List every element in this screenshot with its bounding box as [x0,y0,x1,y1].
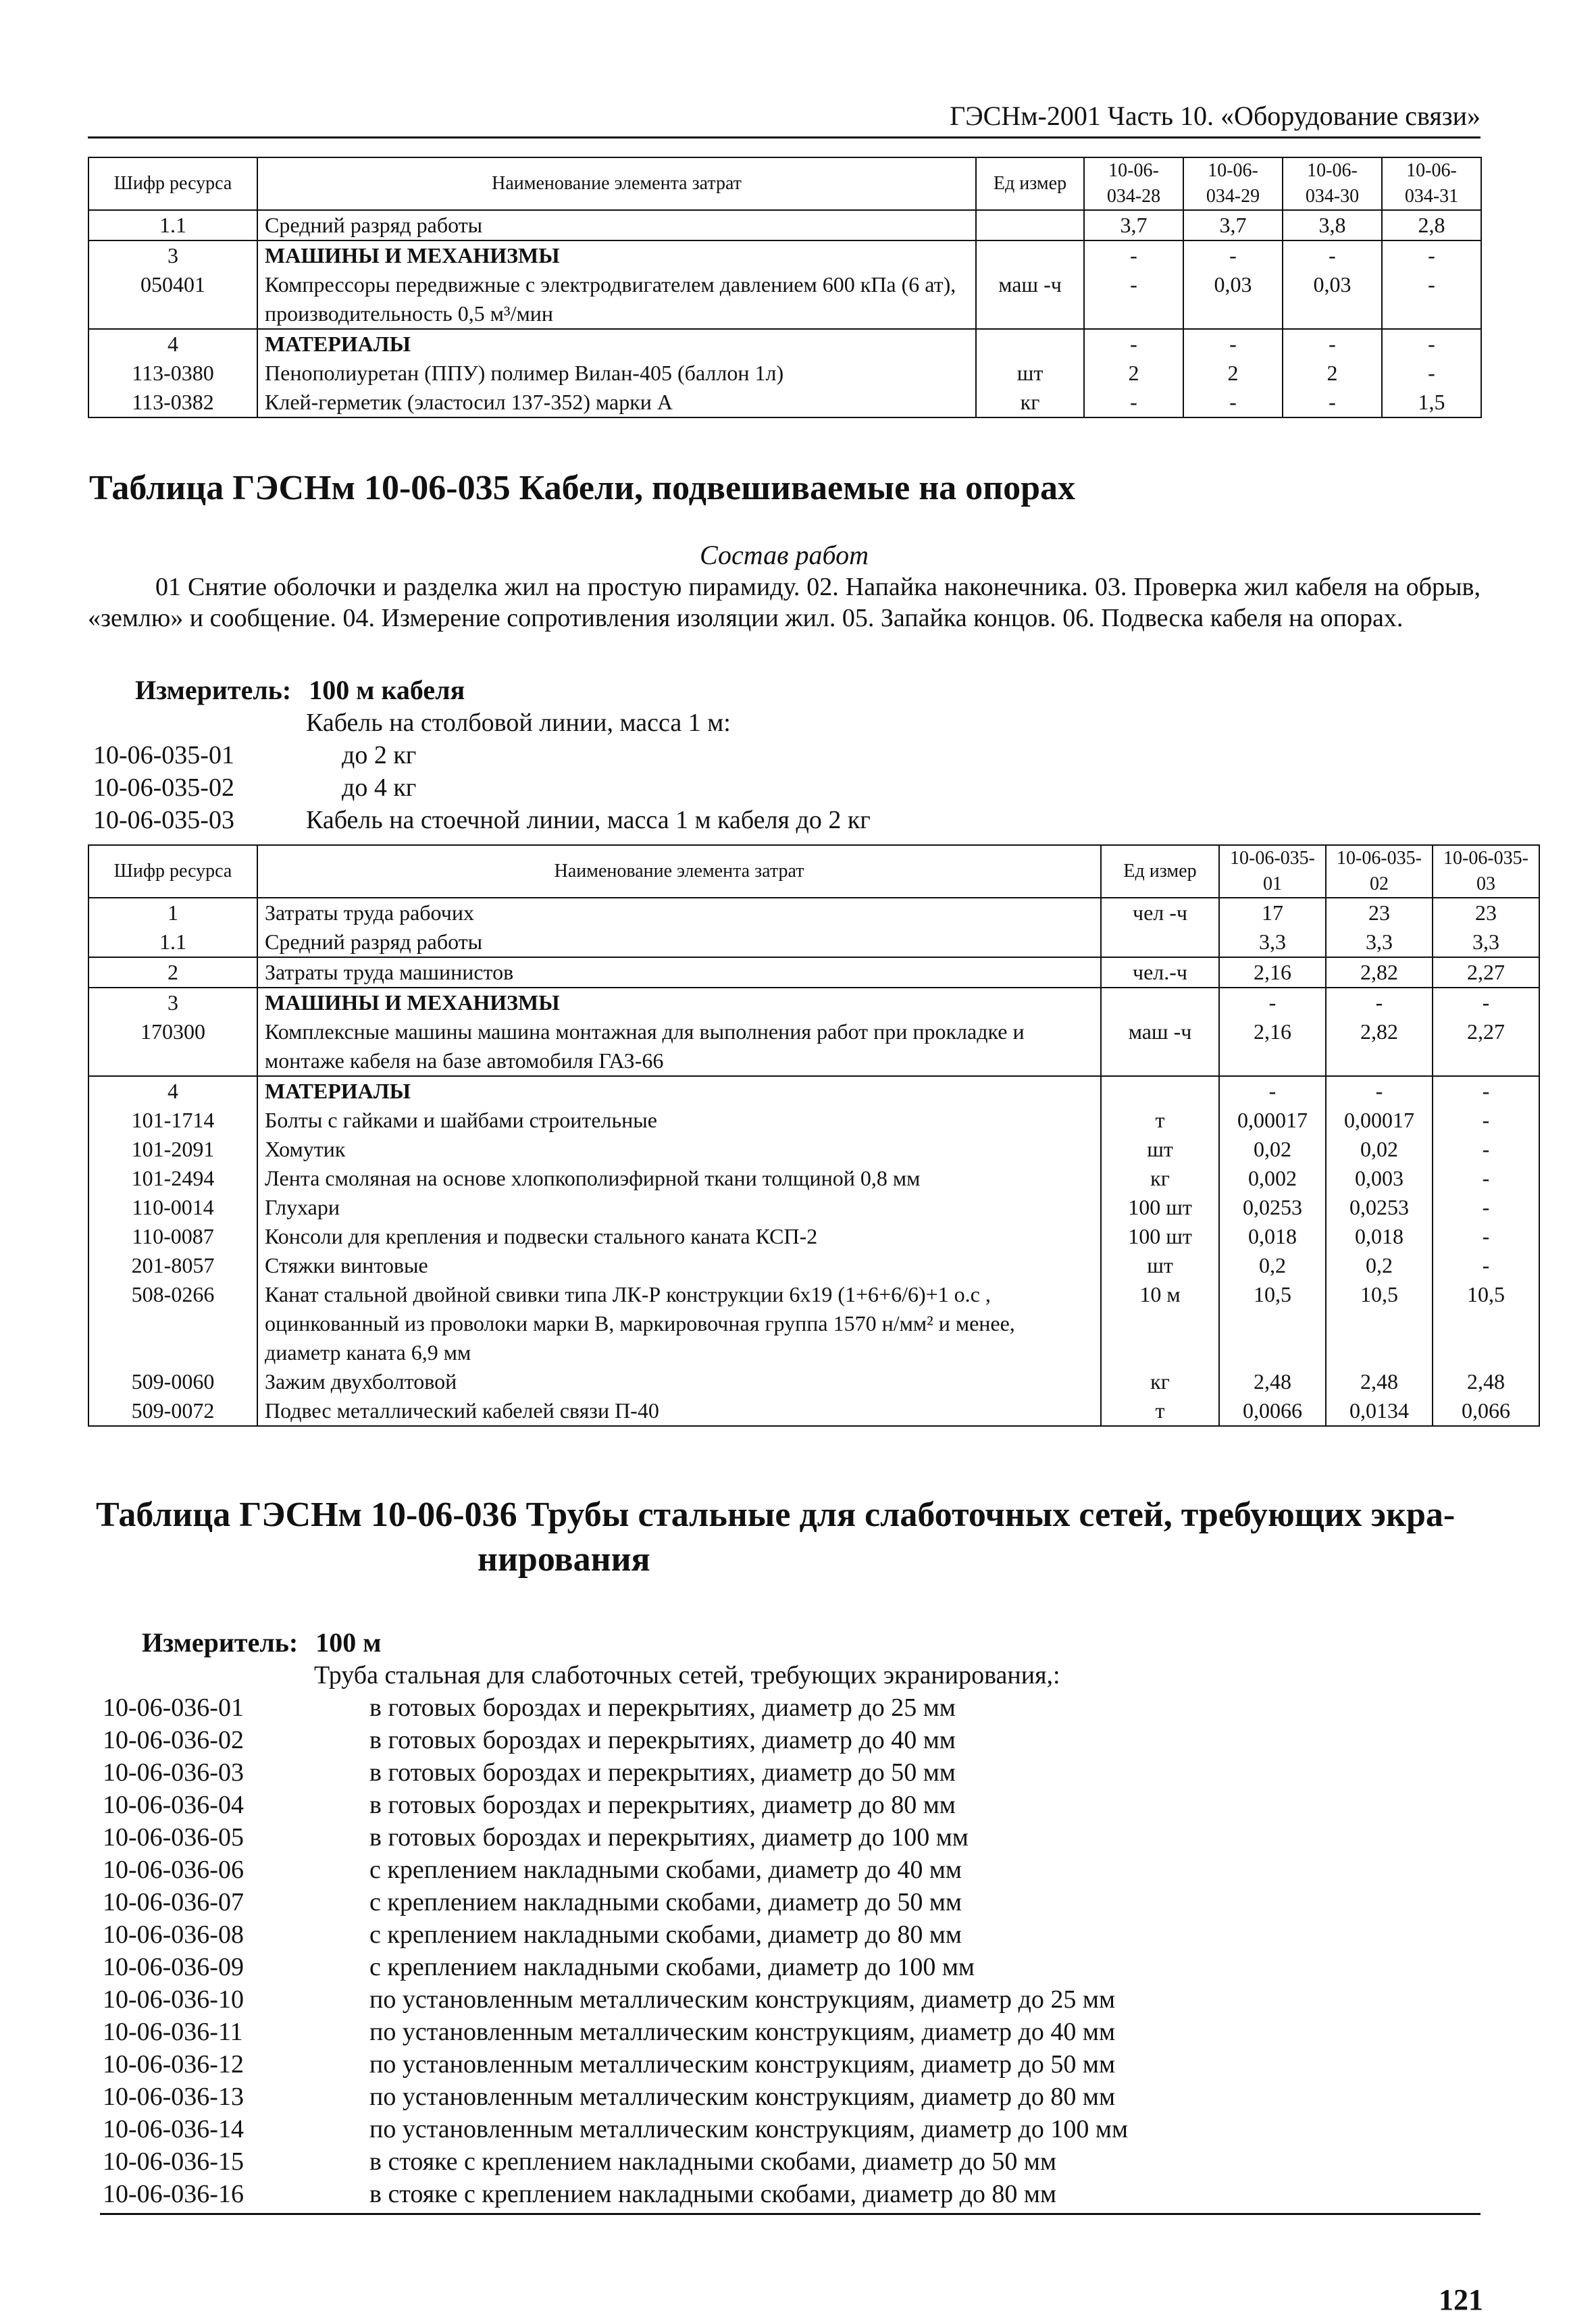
rate-value: 3,3 [1433,927,1539,957]
rate-value: - [1183,329,1283,359]
rate-value: 0,0253 [1326,1193,1433,1222]
table-row [88,1367,1539,1396]
table-row [88,1396,1539,1426]
rate-code: 10-06-036-09 [103,1953,244,1981]
resource-name: Средний разряд работы [257,927,1101,957]
resource-name: Стяжки винтовые [257,1251,1101,1280]
rate-value: 0,066 [1433,1396,1539,1426]
rate-value: - [1326,1076,1433,1106]
composition-title: Состав работ [700,540,869,570]
resource-code: 3 [88,988,257,1017]
rate-code: 10-06-036-06 [103,1856,244,1884]
header-unit: Ед измер [1101,845,1219,898]
resource-code: 101-2494 [88,1164,257,1193]
unit [1101,988,1219,1017]
rate-description: в стояке с креплением накладными скобами, диаметр до 50 мм [369,2147,1057,2176]
rate-value: 2,16 [1219,1017,1326,1076]
rate-value: 0,2 [1326,1251,1433,1280]
unit: чел -ч [1101,898,1219,927]
rate-value: 17 [1219,898,1326,927]
resource-name: Зажим двухболтовой [257,1367,1101,1396]
rate-value: 2,82 [1326,1017,1433,1076]
rate-value: 10,5 [1433,1280,1539,1367]
unit [976,210,1084,240]
rate-value: 0,018 [1219,1222,1326,1251]
rate-code: 10-06-036-04 [103,1791,244,1819]
running-header: ГЭСНм-2001 Часть 10. «Оборудование связи» [88,100,1481,138]
rate-value: - [1326,988,1433,1017]
rate-code: 10-06-036-16 [103,2180,244,2208]
table-row [88,927,1539,957]
rate-value: 2,8 [1382,210,1481,240]
rate-value: - [1433,1193,1539,1222]
header-rate-code: 10-06-035-02 [1326,845,1433,898]
rate-code: 10-06-036-01 [103,1694,244,1722]
resource-code: 1 [88,898,257,927]
rate-description: в готовых бороздах и перекрытиях, диаметр до 50 мм [369,1758,956,1787]
resource-name: Клей-герметик (эластосил 137-352) марки А [257,388,976,417]
rate-value: 2,82 [1326,957,1433,988]
rate-value: 3,3 [1326,927,1433,957]
unit: шт [976,359,1084,388]
rate-value: - [1382,240,1481,270]
rates-intro: Кабель на столбовой линии, масса 1 м: [306,709,731,737]
header-rate-code: 10-06-035-03 [1433,845,1539,898]
rate-value: - [1433,1164,1539,1193]
rate-description: по установленным металлическим конструкциям, диаметр до 80 мм [369,2083,1115,2111]
rate-value: 2,48 [1326,1367,1433,1396]
resource-code: 170300 [88,1017,257,1076]
rate-value: - [1382,270,1481,329]
resource-name: Глухари [257,1193,1101,1222]
unit: кг [1101,1164,1219,1193]
section-row [88,329,1481,359]
rate-value: 23 [1326,898,1433,927]
table-row [88,1135,1539,1164]
rate-value: 0,00017 [1219,1106,1326,1135]
resource-name: МАШИНЫ И МЕХАНИЗМЫ [257,240,976,270]
rate-value: 0,003 [1326,1164,1433,1193]
header-name: Наименование элемента затрат [257,845,1101,898]
unit [976,240,1084,270]
table-row [88,1017,1539,1076]
rate-value: 2,27 [1433,957,1539,988]
table-title-036 [96,1493,1487,1582]
resource-name: Канат стальной двойной свивки типа ЛК-Р конструкции 6х19 (1+6+6/6)+1 о.с , оцинкованный из проволоки марки В, маркировочная группа 1570 н/мм² и менее, диаметр каната 6,9 мм [257,1280,1101,1367]
resource-name: Подвес металлический кабелей связи П-40 [257,1396,1101,1426]
meter-label: Измеритель: [142,1627,299,1658]
bottom-rule [100,2213,1481,2215]
rate-description: с креплением накладными скобами, диаметр до 80 мм [369,1920,962,1949]
rate-code: 10-06-036-08 [103,1920,244,1949]
unit [976,329,1084,359]
resource-code: 4 [88,1076,257,1106]
table-row [88,359,1481,388]
rate-value: - [1433,1222,1539,1251]
table-row [88,1280,1539,1367]
header-rate-code: 10-06-034-31 [1382,157,1481,210]
rate-code: 10-06-036-05 [103,1823,244,1852]
unit: кг [1101,1367,1219,1396]
rate-value: 0,2 [1219,1251,1326,1280]
composition-text: 01 Снятие оболочки и разделка жил на простую пирамиду. 02. Напайка наконечника. 03. Проверка жил кабеля на обрыв, «землю» и сообщение. 04. Измерение сопротивления изоляции жил. 05. Запайка концов. 06. Подвеска кабеля на опорах. [88,573,1481,632]
rate-code: 10-06-036-02 [103,1726,244,1754]
resource-name: Лента смоляная на основе хлопкополиэфирной ткани толщиной 0,8 мм [257,1164,1101,1193]
resource-code: 050401 [88,270,257,329]
unit: шт [1101,1135,1219,1164]
rate-value: 10,5 [1326,1280,1433,1367]
resource-code: 509-0060 [88,1367,257,1396]
rate-description: в готовых бороздах и перекрытиях, диаметр до 25 мм [369,1694,956,1722]
rate-value: 2 [1084,359,1183,388]
unit: т [1101,1396,1219,1426]
resource-code: 101-2091 [88,1135,257,1164]
resource-code: 4 [88,329,257,359]
unit: 100 шт [1101,1193,1219,1222]
rate-code: 10-06-035-03 [93,806,234,834]
rate-description: по установленным металлическим конструкциям, диаметр до 25 мм [369,1985,1115,2014]
header-rate-code: 10-06-034-28 [1084,157,1183,210]
rate-value: - [1433,1076,1539,1106]
rate-code: 10-06-035-01 [93,741,234,769]
unit [1101,927,1219,957]
table-row [88,1193,1539,1222]
rate-value: 0,0066 [1219,1396,1326,1426]
rate-value: 0,002 [1219,1164,1326,1193]
rate-description: по установленным металлическим конструкциям, диаметр до 100 мм [369,2115,1128,2143]
meter-value: 100 м кабеля [309,675,465,705]
table-title-035: Таблица ГЭСНм 10-06-035 Кабели, подвешиваемые на опорах [89,469,1076,507]
resource-name: Консоли для крепления и подвески стального каната КСП-2 [257,1222,1101,1251]
rate-value: 23 [1433,898,1539,927]
unit: 100 шт [1101,1222,1219,1251]
table-row [88,388,1481,417]
rate-value: 0,0134 [1326,1396,1433,1426]
rate-value: 0,03 [1183,270,1283,329]
resource-name: Компрессоры передвижные с электродвигателем давлением 600 кПа (6 ат), производительность 0,5 м³/мин [257,270,976,329]
resource-name: МАТЕРИАЛЫ [257,1076,1101,1106]
rate-code: 10-06-036-11 [103,2018,243,2046]
unit: кг [976,388,1084,417]
rate-value: - [1283,388,1382,417]
rate-description: до 4 кг [342,773,417,802]
rate-value: - [1219,1076,1326,1106]
rate-value: 3,7 [1084,210,1183,240]
header-code: Шифр ресурса [88,845,257,898]
rate-code: 10-06-036-03 [103,1758,244,1787]
rate-value: 0,03 [1283,270,1382,329]
rate-value: - [1084,270,1183,329]
resource-name: МАТЕРИАЛЫ [257,329,976,359]
rate-value: 3,8 [1283,210,1382,240]
rate-value: - [1183,388,1283,417]
table-row [88,1106,1539,1135]
resource-name: Комплексные машины машина монтажная для выполнения работ при прокладке и монтаже кабеля на базе автомобиля ГАЗ-66 [257,1017,1101,1076]
unit: 10 м [1101,1280,1219,1367]
resource-code: 101-1714 [88,1106,257,1135]
rate-value: 0,00017 [1326,1106,1433,1135]
rate-value: 0,02 [1326,1135,1433,1164]
meter-value: 100 м [315,1627,382,1658]
rate-description: в готовых бороздах и перекрытиях, диаметр до 40 мм [369,1726,956,1754]
rate-description: в готовых бороздах и перекрытиях, диаметр до 100 мм [369,1823,969,1852]
section-row [88,240,1481,270]
resource-name: Затраты труда машинистов [257,957,1101,988]
table-title-line: нирования [478,1540,650,1579]
rate-description: с креплением накладными скобами, диаметр до 50 мм [369,1888,962,1916]
rate-description: по установленным металлическим конструкциям, диаметр до 40 мм [369,2018,1115,2046]
rate-code: 10-06-036-13 [103,2083,244,2111]
resource-code: 113-0382 [88,388,257,417]
rate-description: в готовых бороздах и перекрытиях, диаметр до 80 мм [369,1791,956,1819]
resource-code: 1.1 [88,927,257,957]
table-header [88,157,1481,210]
unit: маш -ч [976,270,1084,329]
rate-description: до 2 кг [342,741,417,769]
rate-value: - [1219,988,1326,1017]
rate-value: - [1283,240,1382,270]
section-row [88,988,1539,1017]
rate-value: 3,7 [1183,210,1283,240]
table-row [88,210,1481,240]
rate-code: 10-06-036-10 [103,1985,244,2014]
meter [142,1627,381,1659]
rate-value: 1,5 [1382,388,1481,417]
meter [135,674,465,707]
resource-name: Средний разряд работы [257,210,976,240]
header-unit: Ед измер [976,157,1084,210]
rate-code: 10-06-036-07 [103,1888,244,1916]
resource-code: 509-0072 [88,1396,257,1426]
header-name: Наименование элемента затрат [257,157,976,210]
resource-code: 110-0014 [88,1193,257,1222]
table-row [88,1222,1539,1251]
rate-value: - [1183,240,1283,270]
rate-code: 10-06-036-12 [103,2050,244,2079]
rate-value: - [1382,329,1481,359]
rate-description: Кабель на стоечной линии, масса 1 м кабеля до 2 кг [306,806,871,834]
unit: т [1101,1106,1219,1135]
rate-value: - [1433,1135,1539,1164]
rate-value: 3,3 [1219,927,1326,957]
resource-table-035 [88,844,1540,1427]
resource-name: Болты с гайками и шайбами строительные [257,1106,1101,1135]
rate-code: 10-06-035-02 [93,773,234,802]
resource-code: 201-8057 [88,1251,257,1280]
header-code: Шифр ресурса [88,157,257,210]
resource-code: 2 [88,957,257,988]
table-header [88,845,1539,898]
unit [1101,1076,1219,1106]
resource-code: 1.1 [88,210,257,240]
rate-value: 0,02 [1219,1135,1326,1164]
rate-description: в стояке с креплением накладными скобами, диаметр до 80 мм [369,2180,1057,2208]
rate-value: 2 [1183,359,1283,388]
rate-value: 2,48 [1433,1367,1539,1396]
header-rate-code: 10-06-034-30 [1283,157,1382,210]
table-body [88,210,1481,417]
rate-description: с креплением накладными скобами, диаметр до 40 мм [369,1856,962,1884]
table-body [88,898,1539,1426]
rate-value: - [1084,388,1183,417]
rate-value: 2,27 [1433,1017,1539,1076]
table-row [88,270,1481,329]
rate-value: 10,5 [1219,1280,1326,1367]
resource-name: Хомутик [257,1135,1101,1164]
table-row [88,898,1539,927]
table-row [88,1164,1539,1193]
rate-value: 0,018 [1326,1222,1433,1251]
rate-value: - [1382,359,1481,388]
rates-intro: Труба стальная для слаботочных сетей, требующих экранирования,: [314,1661,1060,1689]
rate-value: 2 [1283,359,1382,388]
resource-name: Пенополиуретан (ППУ) полимер Вилан-405 (баллон 1л) [257,359,976,388]
page-number: 121 [1439,2283,1483,2316]
resource-table-034 [88,157,1482,418]
rate-value: - [1433,988,1539,1017]
table-row [88,1251,1539,1280]
rate-value: 0,0253 [1219,1193,1326,1222]
rate-value: - [1283,329,1382,359]
resource-code: 508-0266 [88,1280,257,1367]
header-rate-code: 10-06-034-29 [1183,157,1283,210]
resource-name: МАШИНЫ И МЕХАНИЗМЫ [257,988,1101,1017]
resource-name: Затраты труда рабочих [257,898,1101,927]
unit: шт [1101,1251,1219,1280]
rate-value: - [1433,1251,1539,1280]
rate-value: 2,16 [1219,957,1326,988]
rate-value: - [1084,240,1183,270]
table-row [88,957,1539,988]
resource-code: 3 [88,240,257,270]
unit: маш -ч [1101,1017,1219,1076]
table-title-line: Таблица ГЭСНм 10-06-036 Трубы стальные для слаботочных сетей, требующих экра- [96,1496,1456,1534]
rate-code: 10-06-036-14 [103,2115,244,2143]
unit: чел.-ч [1101,957,1219,988]
rate-value: 2,48 [1219,1367,1326,1396]
header-rate-code: 10-06-035-01 [1219,845,1326,898]
rate-value: - [1433,1106,1539,1135]
resource-code: 110-0087 [88,1222,257,1251]
meter-label: Измеритель: [135,675,292,705]
rate-code: 10-06-036-15 [103,2147,244,2176]
rate-description: с креплением накладными скобами, диаметр до 100 мм [369,1953,975,1981]
rate-value: - [1084,329,1183,359]
section-row [88,1076,1539,1106]
resource-code: 113-0380 [88,359,257,388]
rate-description: по установленным металлическим конструкциям, диаметр до 50 мм [369,2050,1115,2079]
